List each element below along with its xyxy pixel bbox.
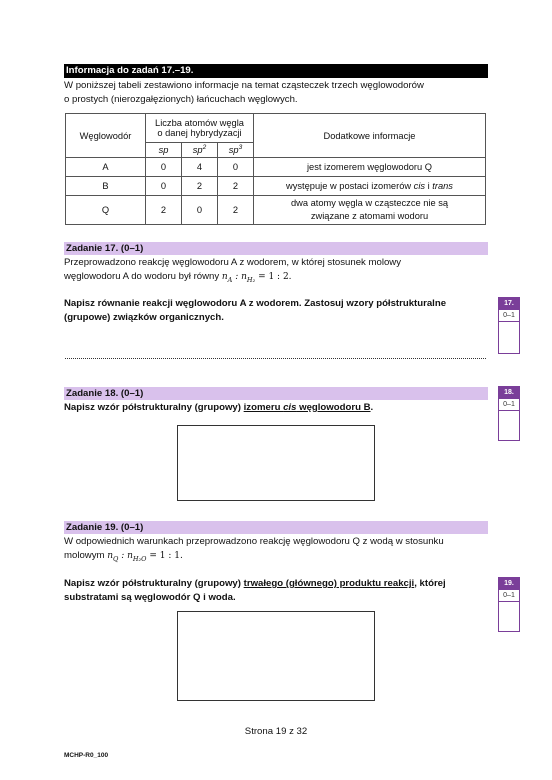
- score-range: 0–1: [499, 399, 519, 411]
- cell-sp3: 2: [218, 196, 254, 225]
- header-sp2-exp: 2: [202, 144, 207, 152]
- header-sp3: [218, 143, 254, 158]
- cell-info-line-1: dwa atomy węgla w cząsteczce nie są: [290, 198, 449, 208]
- task-18-instruction-underlined: [244, 402, 371, 413]
- task-18-instruction-text: Napisz wzór półstrukturalny (grupowy): [64, 402, 244, 413]
- exam-code: MCHP-R0_100: [64, 752, 109, 759]
- cell-info-and: i: [425, 181, 433, 191]
- ratio-n1: n: [107, 551, 113, 561]
- cell-sp2: 0: [182, 196, 218, 225]
- task-17-instruction-line-2: (grupowe) związków organicznych.: [64, 312, 224, 323]
- cell-sp3: 2: [218, 177, 254, 196]
- header-hydrocarbon: Węglowodór: [66, 114, 146, 158]
- task-17-text: węglowodoru A do wodoru był równy: [64, 271, 222, 282]
- score-range: 0–1: [499, 310, 519, 322]
- ratio-value: = 1 : 1.: [146, 551, 183, 561]
- ratio-sep: :: [232, 272, 242, 282]
- task-18-header: Zadanie 18. (0–1): [64, 387, 488, 400]
- task-19-answer-box[interactable]: [177, 611, 375, 701]
- cell-sp: 0: [146, 177, 182, 196]
- cell-name: Q: [66, 196, 146, 225]
- task-17-instruction-line-1: Napisz równanie reakcji węglowodoru A z wodorem. Zastosuj wzory półstrukturalne: [64, 298, 447, 309]
- cell-sp2: 2: [182, 177, 218, 196]
- ratio-sep: :: [118, 551, 128, 561]
- header-sp2-base: sp: [192, 145, 203, 156]
- hydrocarbon-table: [65, 113, 486, 225]
- task-18-instruction: [64, 401, 488, 416]
- task-19-instruction-line-1: [64, 577, 488, 592]
- header-carbon-atoms: [146, 114, 254, 143]
- task-19-text: molowym: [64, 550, 108, 561]
- header-carbon-atoms-line-2: o danej hybrydyzacji: [157, 128, 242, 138]
- cell-info-cis: cis: [413, 181, 426, 191]
- cell-info: [254, 177, 486, 196]
- score-number: 18.: [499, 387, 519, 399]
- cell-sp: 2: [146, 196, 182, 225]
- task-19-text-line-2: [64, 549, 488, 566]
- header-sp2: [182, 143, 218, 158]
- cell-info-line-2: związane z atomami wodoru: [310, 211, 429, 221]
- ratio-n1-sub: A: [227, 275, 233, 284]
- task-18-score-box: [498, 386, 520, 441]
- cell-sp: 0: [146, 158, 182, 177]
- cell-info-text: występuje w postaci izomerów: [286, 181, 414, 191]
- ratio-n2: n: [127, 551, 133, 561]
- cell-sp2: 4: [182, 158, 218, 177]
- score-entry[interactable]: [499, 602, 519, 632]
- cell-info: [254, 196, 486, 225]
- task-19-text-line-1: W odpowiednich warunkach przeprowadzono reakcję węglowodoru Q z wodą w stosunku: [64, 536, 444, 547]
- header-carbon-atoms-line-1: Liczba atomów węgla: [155, 118, 244, 128]
- info-text-line-1: W poniższej tabeli zestawiono informacje na temat cząsteczek trzech węglowodorów: [64, 80, 424, 91]
- u-text-cis: cis: [283, 402, 297, 413]
- task-17-text-line-2: [64, 270, 488, 287]
- table-row: [66, 158, 486, 177]
- ratio-formula: [222, 272, 292, 282]
- table-row: [66, 196, 486, 225]
- cell-info: jest izomerem węglowodoru Q: [254, 158, 486, 177]
- table-row: [66, 177, 486, 196]
- task-17-text-line-1: Przeprowadzono reakcję węglowodoru A z wodorem, w której stosunek molowy: [64, 257, 402, 268]
- ratio-n2: n: [241, 272, 247, 282]
- score-range: 0–1: [499, 590, 519, 602]
- task-19-instruction-text: Napisz wzór półstrukturalny (grupowy): [64, 578, 244, 589]
- info-text-line-2: o prostych (nierozgałęzionych) łańcuchach węglowych.: [64, 94, 298, 105]
- ratio-formula: [107, 551, 183, 561]
- ratio-n1-sub: Q: [112, 554, 119, 563]
- cell-sp3: 0: [218, 158, 254, 177]
- header-additional-info: Dodatkowe informacje: [254, 114, 486, 158]
- info-header: Informacja do zadań 17.–19.: [64, 64, 488, 78]
- page-number: Strona 19 z 32: [244, 726, 308, 737]
- task-18-answer-box[interactable]: [177, 425, 375, 501]
- header-sp3-base: sp: [228, 145, 239, 156]
- task-19-score-box: [498, 577, 520, 632]
- header-sp: sp: [146, 143, 182, 158]
- u-text-1: izomeru: [243, 402, 284, 413]
- cell-info-trans: trans: [432, 181, 453, 191]
- u-text-2: węglowodoru B: [296, 402, 371, 413]
- score-entry[interactable]: [499, 322, 519, 354]
- task-19-instruction-line-2: substratami są węglowodór Q i woda.: [64, 592, 236, 603]
- ratio-n1: n: [221, 272, 228, 282]
- cell-name: B: [66, 177, 146, 196]
- task-19-instruction-underlined: trwałego (głównego) produktu reakcji: [243, 578, 415, 589]
- task-17-header: Zadanie 17. (0–1): [64, 242, 488, 255]
- task-19-header: Zadanie 19. (0–1): [64, 521, 488, 534]
- score-entry[interactable]: [499, 411, 519, 441]
- cell-name: A: [66, 158, 146, 177]
- score-number: 17.: [499, 298, 519, 310]
- score-number: 19.: [499, 578, 519, 590]
- answer-dotted-line[interactable]: [65, 358, 486, 359]
- ratio-n2-sub: H₂: [246, 275, 256, 284]
- ratio-n2-sub: H₂O: [132, 554, 147, 563]
- task-19-instruction-end: , której: [414, 578, 446, 589]
- ratio-value: = 1 : 2.: [255, 272, 292, 282]
- task-17-score-box: [498, 297, 520, 354]
- header-sp3-exp: 3: [238, 144, 243, 152]
- task-18-instruction-end: .: [370, 402, 374, 413]
